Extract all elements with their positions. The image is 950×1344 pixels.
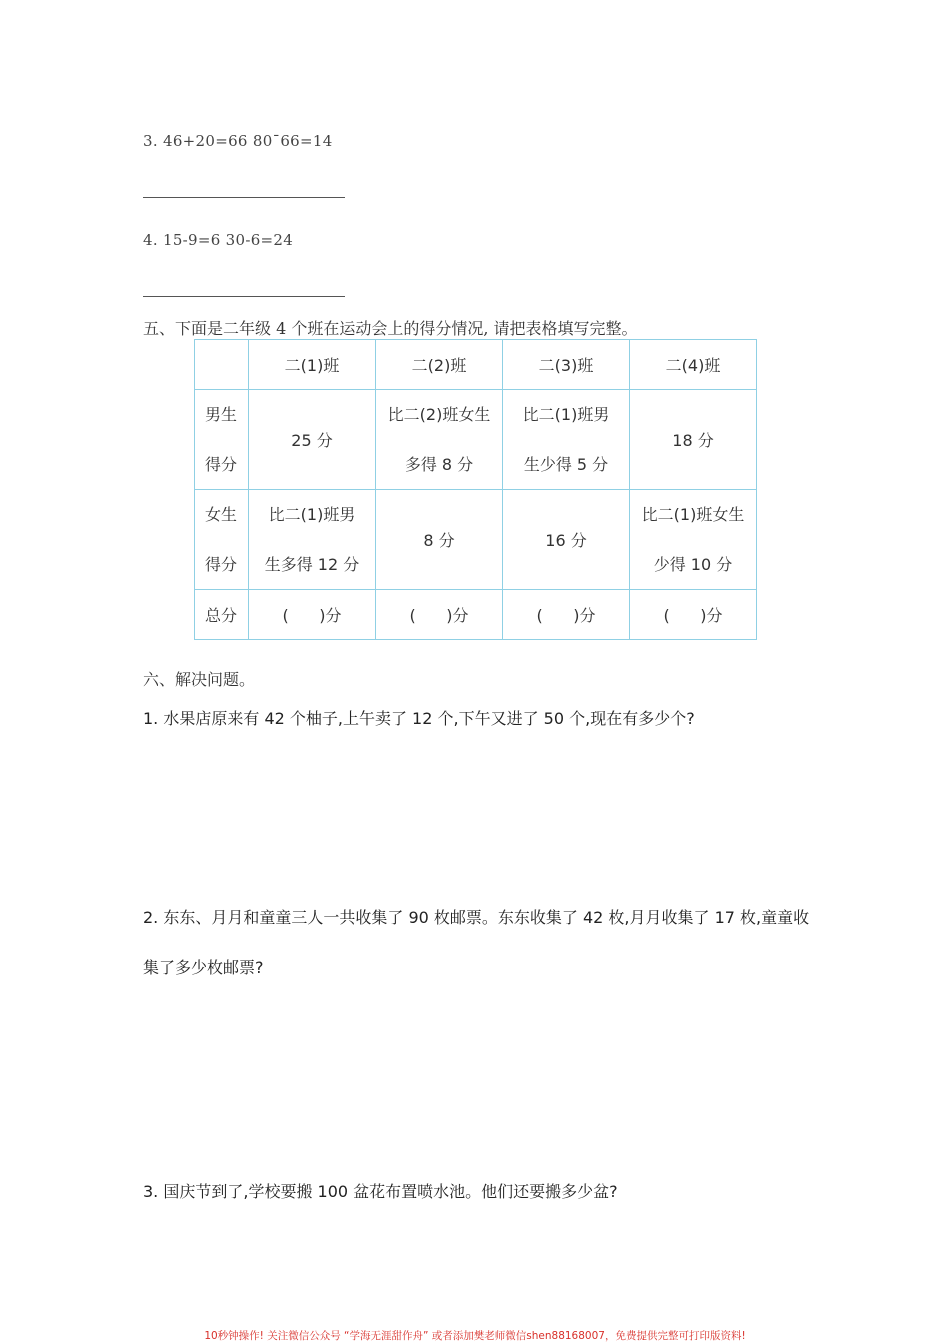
section6-heading: 六、解决问题。 bbox=[143, 670, 256, 689]
boys-score-class-1: 25 分 bbox=[249, 390, 376, 490]
total-blank-class-1: ( )分 bbox=[249, 590, 376, 640]
table-header-row bbox=[195, 340, 757, 390]
boys-score-class-2: 比二(2)班女生 多得 8 分 bbox=[376, 390, 503, 490]
total-blank-class-2: ( )分 bbox=[376, 590, 503, 640]
problem-2-line-2: 集了多少枚邮票? bbox=[143, 958, 264, 977]
row-label-total: 总分 bbox=[195, 590, 249, 640]
exercise-3: 3. 46+20=66 80¯66=14 bbox=[143, 132, 333, 150]
girls-score-class-4: 比二(1)班女生 少得 10 分 bbox=[630, 490, 757, 590]
row-label-girls: 女生 得分 bbox=[195, 490, 249, 590]
girls-score-class-3: 16 分 bbox=[503, 490, 630, 590]
boys-score-class-4: 18 分 bbox=[630, 390, 757, 490]
answer-line bbox=[143, 296, 345, 297]
total-blank-class-3: ( )分 bbox=[503, 590, 630, 640]
exercise-4: 4. 15-9=6 30-6=24 bbox=[143, 231, 294, 249]
table-row-girls bbox=[195, 490, 757, 590]
table-row-total bbox=[195, 590, 757, 640]
header-class-2: 二(2)班 bbox=[376, 340, 503, 390]
total-blank-class-4: ( )分 bbox=[630, 590, 757, 640]
problem-2-line-1: 2. 东东、月月和童童三人一共收集了 90 枚邮票。东东收集了 42 枚,月月收集了 17 枚,童童收 bbox=[143, 908, 810, 927]
answer-line bbox=[143, 197, 345, 198]
footer-promo: 10秒钟操作! 关注微信公众号 “学海无涯甜作舟” 或者添加樊老师微信shen88168007，免费提供完整可打印版资料! bbox=[204, 1330, 746, 1342]
header-class-1: 二(1)班 bbox=[249, 340, 376, 390]
row-label-boys: 男生 得分 bbox=[195, 390, 249, 490]
problem-3: 3. 国庆节到了,学校要搬 100 盆花布置喷水池。他们还要搬多少盆? bbox=[143, 1182, 618, 1201]
table-row-boys bbox=[195, 390, 757, 490]
score-table bbox=[194, 339, 757, 640]
problem-1: 1. 水果店原来有 42 个柚子,上午卖了 12 个,下午又进了 50 个,现在有多少个? bbox=[143, 709, 695, 728]
girls-score-class-2: 8 分 bbox=[376, 490, 503, 590]
girls-score-class-1: 比二(1)班男 生多得 12 分 bbox=[249, 490, 376, 590]
header-class-3: 二(3)班 bbox=[503, 340, 630, 390]
boys-score-class-3: 比二(1)班男 生少得 5 分 bbox=[503, 390, 630, 490]
header-class-4: 二(4)班 bbox=[630, 340, 757, 390]
section5-heading: 五、下面是二年级 4 个班在运动会上的得分情况, 请把表格填写完整。 bbox=[143, 319, 638, 338]
table-corner-cell bbox=[195, 340, 249, 390]
